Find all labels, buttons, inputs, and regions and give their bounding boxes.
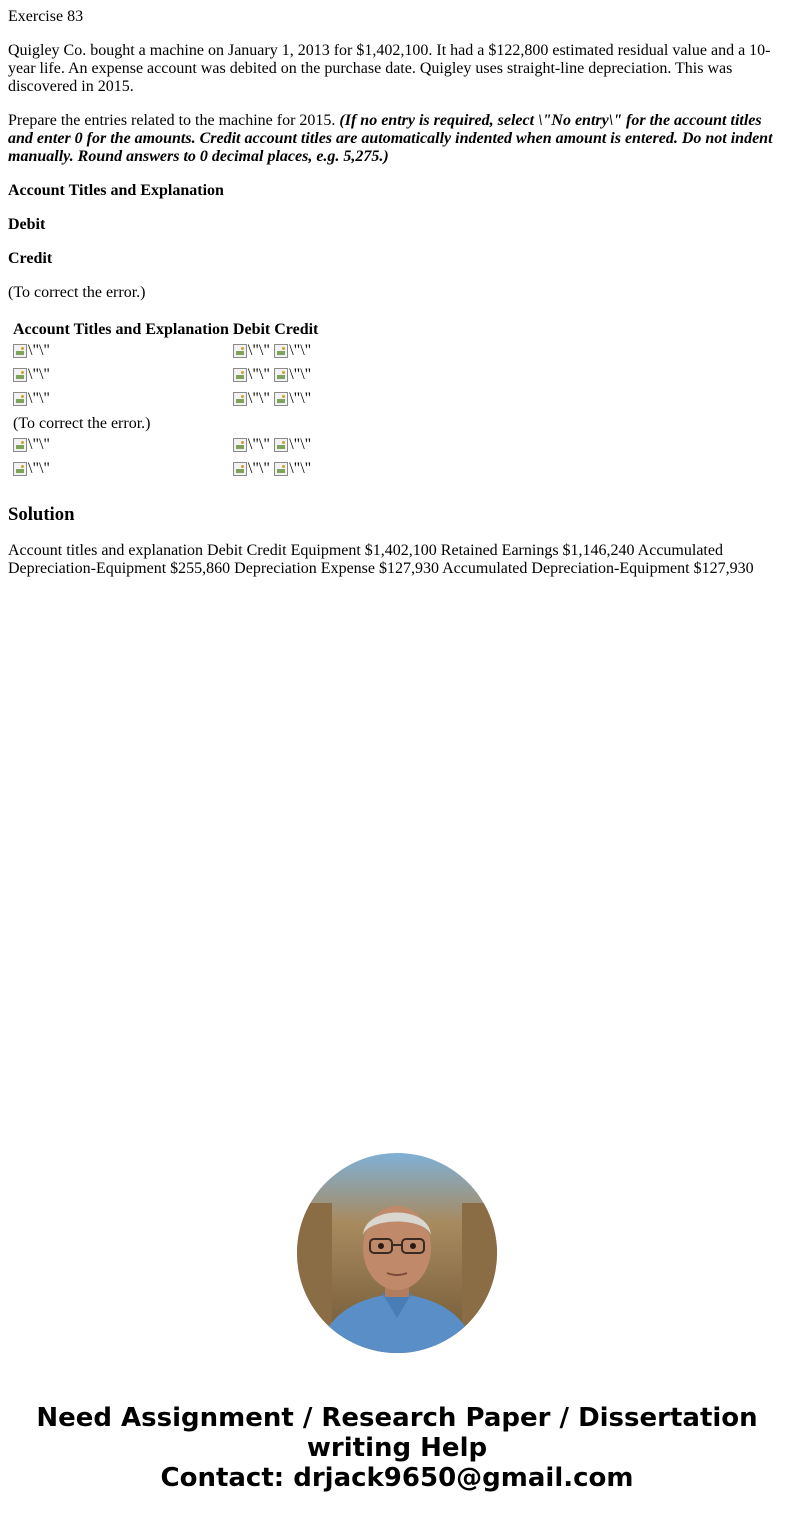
correct-error-note: (To correct the error.)	[8, 284, 146, 301]
column-header-credit: Credit	[274, 321, 319, 338]
debit-cell[interactable]	[232, 460, 271, 482]
correct-error-row-note: (To correct the error.)	[13, 415, 151, 432]
exercise-title: Exercise 83	[8, 8, 84, 25]
image-placeholder-icon	[274, 438, 288, 452]
promo-contact: Contact: drjack9650@gmail.com	[160, 1463, 634, 1493]
broken-image-icon[interactable]	[274, 367, 311, 383]
problem-statement: Quigley Co. bought a machine on January 1, 2013 for $1,402,100. It had a $122,800 estimated residual value and a 10-year life. An expense account was debited on the purchase date. Quigley uses straight-line depreciation. This was discovered in 2015.	[8, 42, 771, 95]
column-header-account: Account Titles and Explanation	[13, 321, 229, 338]
image-placeholder-icon	[274, 462, 288, 476]
broken-image-alt: \"\"	[289, 436, 312, 453]
table-header-row	[12, 320, 319, 340]
broken-image-icon[interactable]	[13, 343, 50, 359]
image-placeholder-icon	[233, 462, 247, 476]
journal-entry-table	[10, 318, 321, 484]
table-note-row	[12, 414, 319, 434]
instructions-text: (If no entry is required, select \"No entry\" for the account titles and enter 0 for the amounts. Credit account titles are automatically indented when amount is entered. Do not indent manually. Round answers to 0 decimal places, e.g. 5,275.)	[8, 112, 773, 165]
instructions-paragraph	[8, 112, 786, 166]
table-row	[12, 460, 319, 482]
author-portrait	[297, 1153, 497, 1353]
broken-image-alt: \"\"	[28, 366, 50, 383]
table-row	[12, 366, 319, 388]
promo-banner	[0, 1403, 794, 1493]
debit-cell[interactable]	[232, 436, 271, 458]
broken-image-alt: \"\"	[28, 460, 50, 477]
solution-text: Account titles and explanation Debit Credit Equipment $1,402,100 Retained Earnings $1,146,240 Accumulated Depreciation-Equipment $255,860 Depreciation Expense $127,930 Accumulated Depreciation-Equipment $127,930	[8, 542, 754, 577]
heading-debit: Debit	[8, 216, 46, 233]
image-placeholder-icon	[274, 344, 288, 358]
image-placeholder-icon	[274, 392, 288, 406]
account-cell[interactable]	[12, 366, 230, 388]
broken-image-alt: \"\"	[28, 390, 50, 407]
debit-cell[interactable]	[232, 366, 271, 388]
image-placeholder-icon	[13, 462, 27, 476]
table-row	[12, 436, 319, 458]
broken-image-icon[interactable]	[274, 461, 311, 477]
table-row	[12, 390, 319, 412]
image-placeholder-icon	[233, 368, 247, 382]
broken-image-alt: \"\"	[28, 342, 50, 359]
credit-cell[interactable]	[273, 460, 319, 482]
broken-image-icon[interactable]	[233, 367, 270, 383]
broken-image-alt: \"\"	[247, 366, 270, 383]
image-placeholder-icon	[13, 438, 27, 452]
image-placeholder-icon	[13, 344, 27, 358]
broken-image-alt: \"\"	[247, 390, 270, 407]
account-cell[interactable]	[12, 342, 230, 364]
broken-image-alt: \"\"	[289, 366, 312, 383]
heading-account-titles: Account Titles and Explanation	[8, 182, 224, 199]
broken-image-icon[interactable]	[274, 437, 311, 453]
broken-image-alt: \"\"	[289, 342, 312, 359]
credit-cell[interactable]	[273, 342, 319, 364]
broken-image-icon[interactable]	[274, 343, 311, 359]
heading-credit: Credit	[8, 250, 53, 267]
debit-cell[interactable]	[232, 390, 271, 412]
broken-image-alt: \"\"	[247, 342, 270, 359]
broken-image-icon[interactable]	[233, 437, 270, 453]
broken-image-icon[interactable]	[233, 461, 270, 477]
broken-image-icon[interactable]	[13, 367, 50, 383]
account-cell[interactable]	[12, 390, 230, 412]
broken-image-icon[interactable]	[274, 391, 311, 407]
broken-image-alt: \"\"	[28, 436, 50, 453]
broken-image-alt: \"\"	[289, 390, 312, 407]
account-cell[interactable]	[12, 436, 230, 458]
broken-image-alt: \"\"	[247, 436, 270, 453]
credit-cell[interactable]	[273, 390, 319, 412]
broken-image-icon[interactable]	[13, 391, 50, 407]
image-placeholder-icon	[233, 344, 247, 358]
document-body	[0, 0, 794, 578]
broken-image-alt: \"\"	[289, 460, 312, 477]
image-placeholder-icon	[233, 438, 247, 452]
solution-heading: Solution	[8, 504, 75, 525]
promo-line-1: Need Assignment / Research Paper / Dissertation	[36, 1403, 758, 1433]
broken-image-alt: \"\"	[247, 460, 270, 477]
broken-image-icon[interactable]	[13, 437, 50, 453]
credit-cell[interactable]	[273, 436, 319, 458]
author-avatar	[297, 1153, 497, 1353]
image-placeholder-icon	[13, 392, 27, 406]
image-placeholder-icon	[274, 368, 288, 382]
broken-image-icon[interactable]	[233, 343, 270, 359]
debit-cell[interactable]	[232, 342, 271, 364]
credit-cell[interactable]	[273, 366, 319, 388]
table-row	[12, 342, 319, 364]
broken-image-icon[interactable]	[13, 461, 50, 477]
account-cell[interactable]	[12, 460, 230, 482]
prepare-text: Prepare the entries related to the machine for 2015.	[8, 112, 340, 129]
broken-image-icon[interactable]	[233, 391, 270, 407]
promo-line-2: writing Help	[306, 1433, 488, 1463]
column-header-debit: Debit	[232, 321, 271, 338]
image-placeholder-icon	[233, 392, 247, 406]
image-placeholder-icon	[13, 368, 27, 382]
